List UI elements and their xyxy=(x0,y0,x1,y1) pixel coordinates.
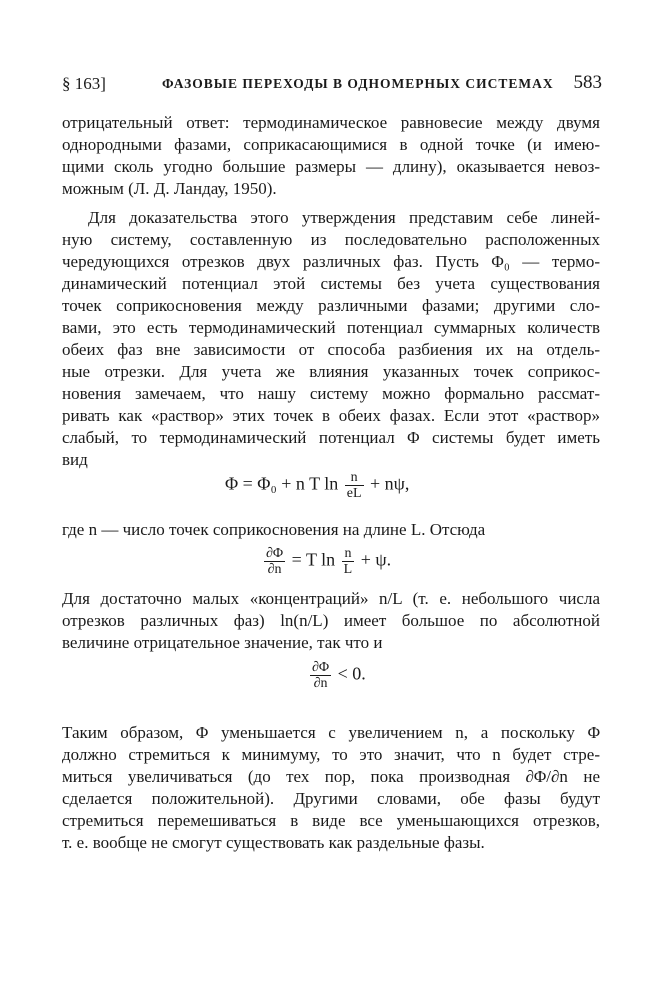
formula-thermodynamic-potential xyxy=(225,470,409,501)
text-line: чередующихся отрезков двух различных фаз. Пусть Φ₀ — термо- xyxy=(62,252,600,271)
text-line: однородными фазами, соприкасающимися в одной точке (и имею- xyxy=(62,135,600,154)
text-line: т. е. вообще не смогут существовать как раздельные фазы. xyxy=(62,833,485,852)
fraction-numerator: ∂Φ xyxy=(266,546,284,561)
fraction-denominator: eL xyxy=(346,486,362,501)
formula-fraction xyxy=(345,470,364,501)
text-line: Таким образом, Φ уменьшается с увеличением n, а поскольку Φ xyxy=(62,723,600,742)
formula-middle: = T ln xyxy=(291,549,336,570)
fraction-numerator: n xyxy=(342,546,355,562)
page-number: 583 xyxy=(573,72,602,93)
text-line: стремиться перемешиваться в виде все уменьшающихся отрезков, xyxy=(62,811,600,830)
formula-rhs: < 0. xyxy=(337,663,366,684)
text-line: вами, это есть термодинамический потенциал суммарных количеств xyxy=(62,318,600,337)
formula-rhs: + ψ. xyxy=(360,549,392,570)
text-line: где n — число точек соприкосновения на длине L. Отсюда xyxy=(62,520,486,539)
text-line: отрезков различных фаз) ln(n/L) имеет большое по абсолютной xyxy=(62,611,600,630)
text-line: можным (Л. Д. Ландау, 1950). xyxy=(62,179,277,198)
text-line: ные отрезки. Для учета же влияния указанных точек соприкос- xyxy=(62,362,600,381)
text-line: слабый, то термодинамический потенциал Φ системы будет иметь xyxy=(62,428,600,447)
fraction-denominator: ∂n xyxy=(313,676,328,691)
text-line: должно стремиться к минимуму, то это значит, что n будет стре- xyxy=(62,745,600,764)
formula-inequality xyxy=(308,660,366,691)
fraction-denominator: L xyxy=(343,562,353,577)
text-line: сделается положительной). Другими словами, обе фазы будут xyxy=(62,789,600,808)
text-line: величине отрицательное значение, так что и xyxy=(62,633,383,652)
text-line: точек соприкосновения между различными фазами; другими сло- xyxy=(62,296,600,315)
text-line: ривать как «раствор» этих точек в обеих фазах. Если этот «раствор» xyxy=(62,406,600,425)
text-line: Для достаточно малых «концентраций» n/L (т. е. небольшого числа xyxy=(62,589,600,608)
text-line: щими сколь угодно большие размеры — длину), оказывается невоз- xyxy=(62,157,600,176)
formula-rhs: + nψ, xyxy=(370,473,410,494)
running-title: ФАЗОВЫЕ ПЕРЕХОДЫ В ОДНОМЕРНЫХ СИСТЕМАХ xyxy=(162,76,554,91)
fraction-numerator: ∂Φ xyxy=(312,660,330,675)
section-number: § 163] xyxy=(62,74,106,93)
text-line: миться увеличиваться (до тех пор, пока производная ∂Φ/∂n не xyxy=(62,767,600,786)
text-line: новения замечаем, что нашу систему можно формально рассмат- xyxy=(62,384,600,403)
text-line: вид xyxy=(62,450,88,469)
formula-derivative xyxy=(262,546,391,577)
fraction-denominator: ∂n xyxy=(267,562,282,577)
formula-lhs: Φ = Φ₀ + n T ln xyxy=(225,473,339,494)
text-line: ную систему, составленную из последовательно расположенных xyxy=(62,230,600,249)
running-header xyxy=(62,74,602,102)
text-line: отрицательный ответ: термодинамическое равновесие между двумя xyxy=(62,113,600,132)
derivative-fraction xyxy=(310,660,331,691)
text-line: обеих фаз вне зависимости от способа разбиения их на отдель- xyxy=(62,340,600,359)
derivative-fraction xyxy=(264,546,285,577)
text-line: Для доказательства этого утверждения представим себе линей- xyxy=(88,208,600,227)
text-line: динамический потенциал этой системы без учета существования xyxy=(62,274,600,293)
formula-fraction xyxy=(342,546,355,577)
fraction-numerator: n xyxy=(345,470,364,486)
